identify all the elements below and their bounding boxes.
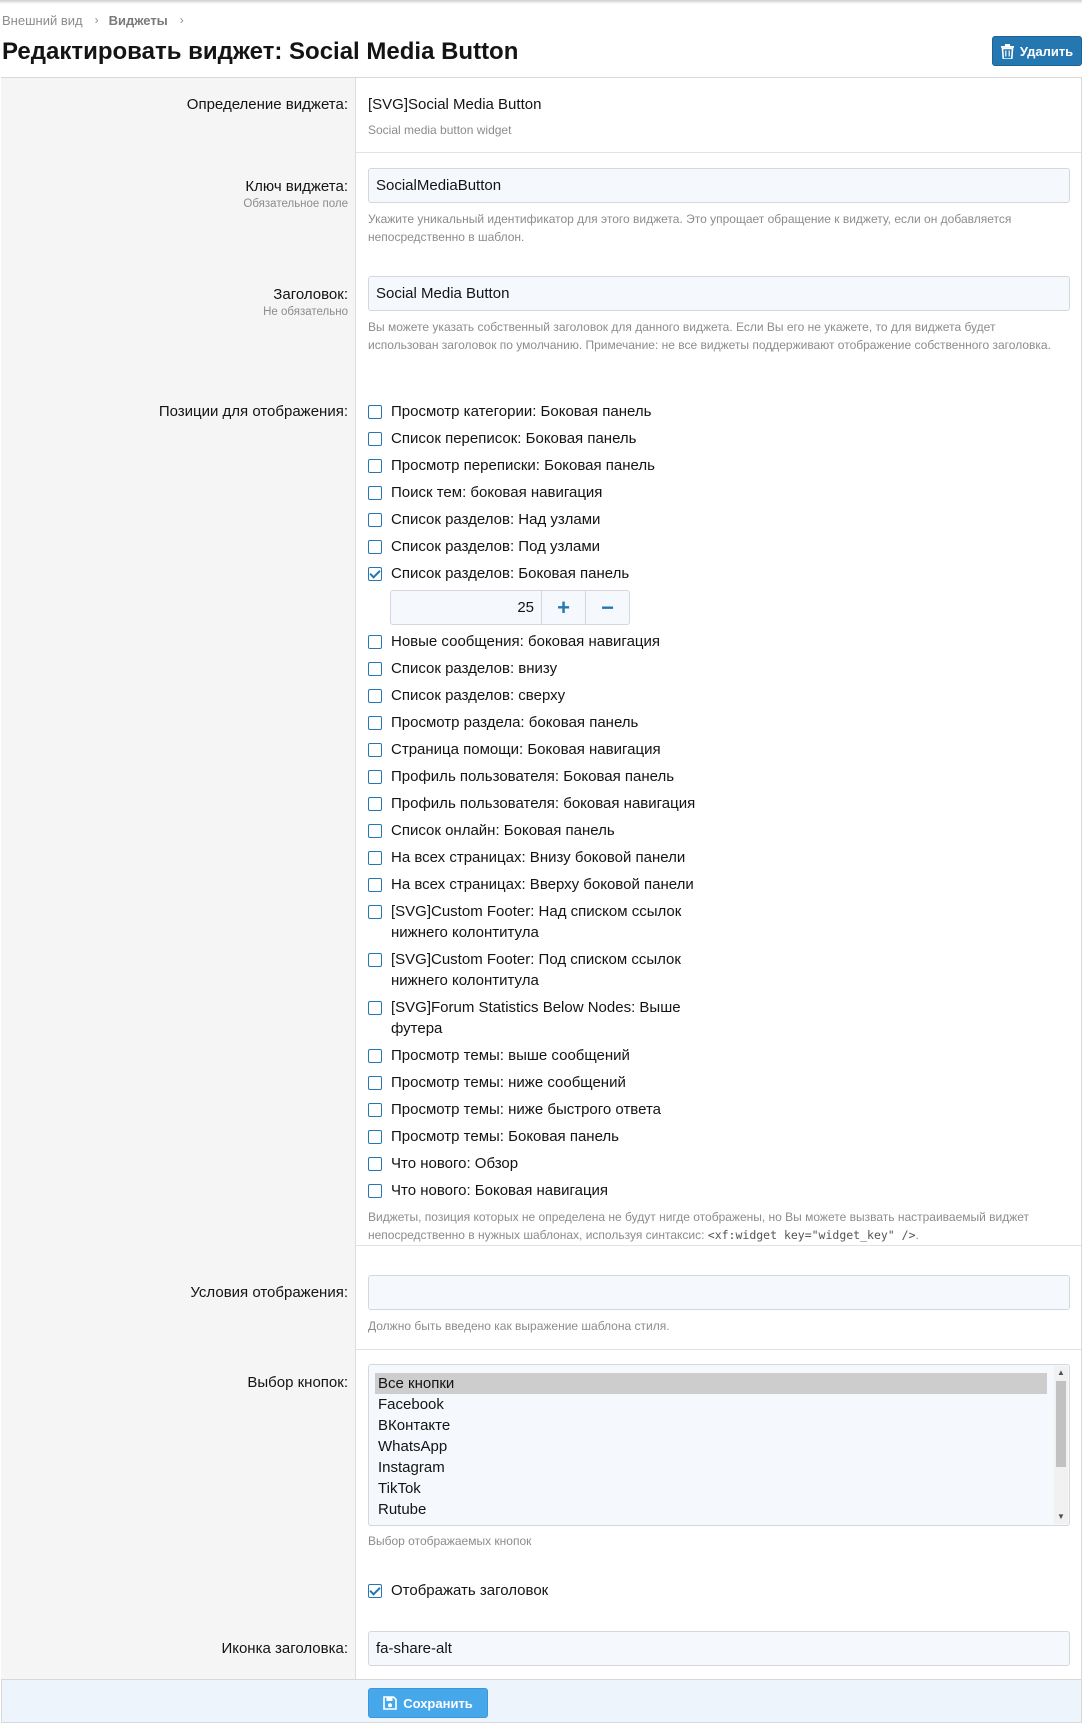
position-option[interactable]: Список разделов: Боковая панель xyxy=(368,563,629,584)
checkbox[interactable] xyxy=(368,1001,382,1015)
checkbox[interactable] xyxy=(368,459,382,473)
display-order-stepper[interactable] xyxy=(390,590,630,625)
widget-syntax-code: <xf:widget key="widget_key" /> xyxy=(707,1228,916,1242)
form-submit-row xyxy=(2,1679,1081,1722)
position-option[interactable]: На всех страницах: Внизу боковой панели xyxy=(368,847,685,868)
position-option[interactable]: Список переписок: Боковая панель xyxy=(368,428,637,449)
conditions-input[interactable] xyxy=(368,1275,1070,1310)
title-hint: Не обязательно xyxy=(263,306,348,318)
position-option[interactable]: Профиль пользователя: Боковая панель xyxy=(368,766,674,787)
checkbox[interactable] xyxy=(368,486,382,500)
position-option[interactable]: Просмотр темы: ниже быстрого ответа xyxy=(368,1099,661,1120)
conditions-label: Условия отображения: xyxy=(190,1284,348,1301)
select-option[interactable]: WhatsApp xyxy=(378,1438,448,1455)
position-option[interactable]: Просмотр темы: ниже сообщений xyxy=(368,1072,626,1093)
chevron-right-icon: › xyxy=(179,13,184,27)
buttons-multiselect[interactable] xyxy=(368,1364,1070,1526)
checkbox[interactable] xyxy=(368,743,382,757)
checkbox[interactable] xyxy=(368,905,382,919)
scrollbar-thumb[interactable] xyxy=(1056,1381,1066,1467)
minus-icon[interactable]: − xyxy=(585,591,629,624)
widget-key-input[interactable]: SocialMediaButton xyxy=(368,168,1070,203)
checkbox[interactable] xyxy=(368,635,382,649)
scroll-down-icon[interactable]: ▼ xyxy=(1057,1512,1065,1521)
positions-label: Позиции для отображения: xyxy=(158,403,348,420)
position-option[interactable]: [SVG]Custom Footer: Под списком ссылок нижнего колонтитула xyxy=(368,949,691,991)
form-label-column xyxy=(1,78,356,1679)
position-option[interactable]: Список разделов: сверху xyxy=(368,685,565,706)
save-button-label: Сохранить xyxy=(403,1695,473,1711)
position-option[interactable]: Просмотр раздела: боковая панель xyxy=(368,712,638,733)
checkbox[interactable] xyxy=(368,513,382,527)
widget-key-label: Ключ виджета: xyxy=(245,178,348,195)
scroll-up-icon[interactable]: ▲ xyxy=(1057,1368,1065,1377)
divider xyxy=(356,1245,1081,1246)
position-option[interactable]: Список разделов: внизу xyxy=(368,658,557,679)
position-option[interactable]: Что нового: Боковая навигация xyxy=(368,1180,608,1201)
checkbox-checked[interactable] xyxy=(368,1584,382,1598)
breadcrumb-item-widgets[interactable]: Виджеты xyxy=(108,12,168,28)
chevron-right-icon: › xyxy=(94,13,99,27)
checkbox[interactable] xyxy=(368,797,382,811)
checkbox[interactable] xyxy=(368,878,382,892)
checkbox[interactable] xyxy=(368,953,382,967)
checkbox[interactable] xyxy=(368,1184,382,1198)
select-option[interactable]: Instagram xyxy=(378,1459,445,1476)
save-icon xyxy=(383,1696,397,1710)
divider xyxy=(356,1349,1081,1350)
position-option[interactable]: Просмотр темы: Боковая панель xyxy=(368,1126,619,1147)
display-order-value[interactable]: 25 xyxy=(517,599,534,616)
checkbox[interactable] xyxy=(368,540,382,554)
widget-key-hint: Обязательное поле xyxy=(243,198,348,210)
checkbox[interactable] xyxy=(368,1157,382,1171)
checkbox[interactable] xyxy=(368,770,382,784)
page-title: Редактировать виджет: Social Media Button xyxy=(2,38,519,65)
definition-value: [SVG]Social Media Button xyxy=(368,96,542,113)
breadcrumb-item-appearance[interactable]: Внешний вид xyxy=(2,12,83,28)
select-option[interactable]: Все кнопки xyxy=(375,1373,1047,1394)
checkbox[interactable] xyxy=(368,716,382,730)
widget-key-explain: Укажите уникальный идентификатор для этого виджета. Это упрощает обращение к виджету, если он добавляется непосредственно в шаблон. xyxy=(368,212,1012,244)
position-option[interactable]: Просмотр темы: выше сообщений xyxy=(368,1045,630,1066)
checkbox[interactable] xyxy=(368,662,382,676)
conditions-explain: Должно быть введено как выражение шаблона стиля. xyxy=(368,1319,670,1333)
breadcrumb xyxy=(2,12,194,28)
definition-description: Social media button widget xyxy=(368,123,512,137)
definition-label: Определение виджета: xyxy=(186,96,348,113)
plus-icon[interactable]: + xyxy=(541,591,585,624)
select-option[interactable]: Facebook xyxy=(378,1396,444,1413)
title-label: Заголовок: xyxy=(273,286,348,303)
position-option[interactable]: Просмотр переписки: Боковая панель xyxy=(368,455,655,476)
position-option[interactable]: Список разделов: Под узлами xyxy=(368,536,600,557)
position-option[interactable]: [SVG]Forum Statistics Below Nodes: Выше футера xyxy=(368,997,691,1039)
position-option[interactable]: Страница помощи: Боковая навигация xyxy=(368,739,661,760)
checkbox-checked[interactable] xyxy=(368,567,382,581)
position-option[interactable]: На всех страницах: Вверху боковой панели xyxy=(368,874,694,895)
save-button[interactable] xyxy=(368,1688,488,1718)
select-option[interactable]: ВКонтакте xyxy=(378,1417,451,1434)
delete-button-label: Удалить xyxy=(1019,43,1074,59)
position-option[interactable]: [SVG]Custom Footer: Над списком ссылок нижнего колонтитула xyxy=(368,901,691,943)
checkbox[interactable] xyxy=(368,1130,382,1144)
divider xyxy=(356,152,1081,153)
select-scrollbar[interactable] xyxy=(1054,1366,1068,1524)
buttons-select-label: Выбор кнопок: xyxy=(247,1374,348,1391)
checkbox[interactable] xyxy=(368,689,382,703)
checkbox[interactable] xyxy=(368,1076,382,1090)
title-explain: Вы можете указать собственный заголовок для данного виджета. Если Вы его не укажете, то для виджета будет использован заголовок по умолчанию. Примечание: не все виджеты поддерживают отображение собственного заголовка. xyxy=(368,320,1051,352)
position-option[interactable]: Что нового: Обзор xyxy=(368,1153,518,1174)
position-option[interactable]: Профиль пользователя: боковая навигация xyxy=(368,793,695,814)
position-option[interactable]: Список разделов: Над узлами xyxy=(368,509,600,530)
select-option[interactable]: TikTok xyxy=(378,1480,421,1497)
positions-explain: Виджеты, позиция которых не определена не будут нигде отображены, но Вы можете вызвать настраиваемый виджет непосредственно в нужных шаблонах, используя синтаксис: <xf:widget key="widget_key" />. xyxy=(368,1210,1030,1242)
buttons-select-explain: Выбор отображаемых кнопок xyxy=(368,1534,532,1548)
position-option[interactable]: Поиск тем: боковая навигация xyxy=(368,482,602,503)
checkbox[interactable] xyxy=(368,851,382,865)
select-option[interactable]: Rutube xyxy=(378,1501,427,1518)
checkbox[interactable] xyxy=(368,1103,382,1117)
title-input[interactable]: Social Media Button xyxy=(368,276,1070,311)
title-icon-input[interactable]: fa-share-alt xyxy=(368,1631,1070,1666)
trash-icon xyxy=(1001,44,1014,59)
position-option[interactable]: Просмотр категории: Боковая панель xyxy=(368,401,651,422)
checkbox[interactable] xyxy=(368,824,382,838)
delete-button[interactable] xyxy=(992,36,1082,66)
position-option[interactable]: Список онлайн: Боковая панель xyxy=(368,820,615,841)
checkbox[interactable] xyxy=(368,1049,382,1063)
top-edge xyxy=(0,0,1082,4)
title-icon-label: Иконка заголовка: xyxy=(221,1640,348,1657)
show-title-option[interactable]: Отображать заголовок xyxy=(368,1580,548,1601)
position-option[interactable]: Новые сообщения: боковая навигация xyxy=(368,631,660,652)
checkbox[interactable] xyxy=(368,432,382,446)
checkbox[interactable] xyxy=(368,405,382,419)
